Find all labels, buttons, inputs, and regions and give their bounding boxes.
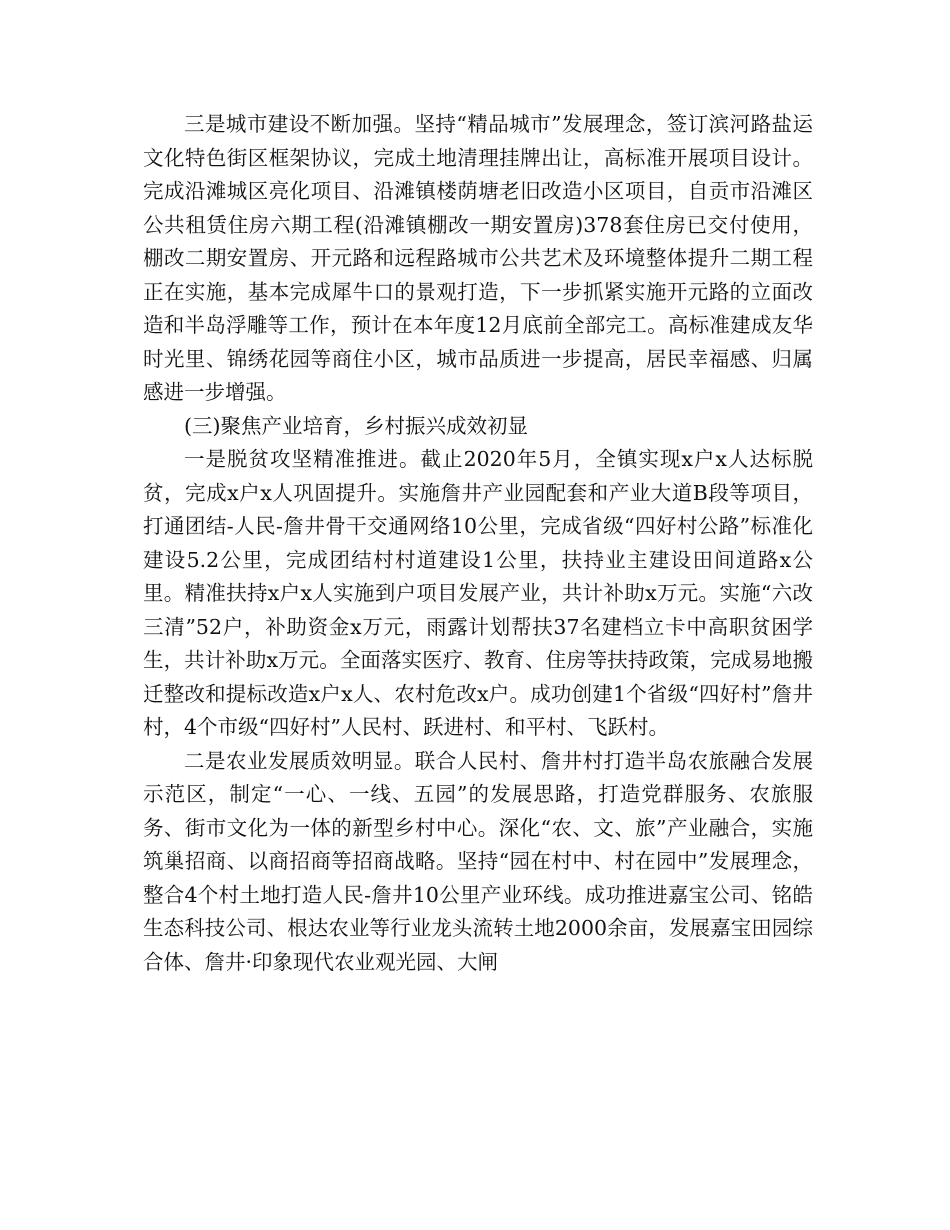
paragraph-poverty-alleviation: 一是脱贫攻坚精准推进。截止2020年5月，全镇实现x户x人达标脱贫，完成x户x人巩固提升。实施詹井产业园配套和产业大道B段等项目，打通团结-人民-詹井骨干交通网络10公里，完成省级“四好村公路”标准化建设5.2公里，完成团结村村道建设1公里，扶持业主建设田间道路x公里。精准扶持x户x人实施到户项目发展产业，共计补助x万元。实施“六改三清”52户，补助资金x万元，雨露计划帮扶37名建档立卡中高职贫困学生，共计补助x万元。全面落实医疗、教育、住房等扶持政策，完成易地搬迁整改和提标改造x户x人、农村危改x户。成功创建1个省级“四好村”詹井村，4个市级“四好村”人民村、跃进村、和平村、飞跃村。 xyxy=(143,447,813,739)
document-page xyxy=(143,108,813,979)
section-heading-industry-cultivation: (三)聚焦产业培育，乡村振兴成效初显 xyxy=(184,413,528,438)
paragraph-agriculture-development: 二是农业发展质效明显。联合人民村、詹井村打造半岛农旅融合发展示范区，制定“一心、一线、五园”的发展思路，打造党群服务、农旅服务、街市文化为一体的新型乡村中心。深化“农、文、旅”产业融合，实施筑巢招商、以商招商等招商战略。坚持“园在村中、村在园中”发展理念，整合4个村土地打造人民-詹井10公里产业环线。成功推进嘉宝公司、铭皓生态科技公司、根达农业等行业龙头流转土地2000余亩，发展嘉宝田园综合体、詹井·印象现代农业观光园、大闸 xyxy=(143,748,813,974)
paragraph-city-construction: 三是城市建设不断加强。坚持“精品城市”发展理念，签订滨河路盐运文化特色街区框架协议，完成土地清理挂牌出让，高标准开展项目设计。完成沿滩城区亮化项目、沿滩镇楼荫塘老旧改造小区项目，自贡市沿滩区公共租赁住房六期工程(沿滩镇棚改一期安置房)378套住房已交付使用，棚改二期安置房、开元路和远程路城市公共艺术及环境整体提升二期工程正在实施，基本完成犀牛口的景观打造，下一步抓紧实施开元路的立面改造和半岛浮雕等工作，预计在本年度12月底前全部完工。高标准建成友华时光里、锦绣花园等商住小区，城市品质进一步提高，居民幸福感、归属感进一步增强。 xyxy=(143,112,813,404)
